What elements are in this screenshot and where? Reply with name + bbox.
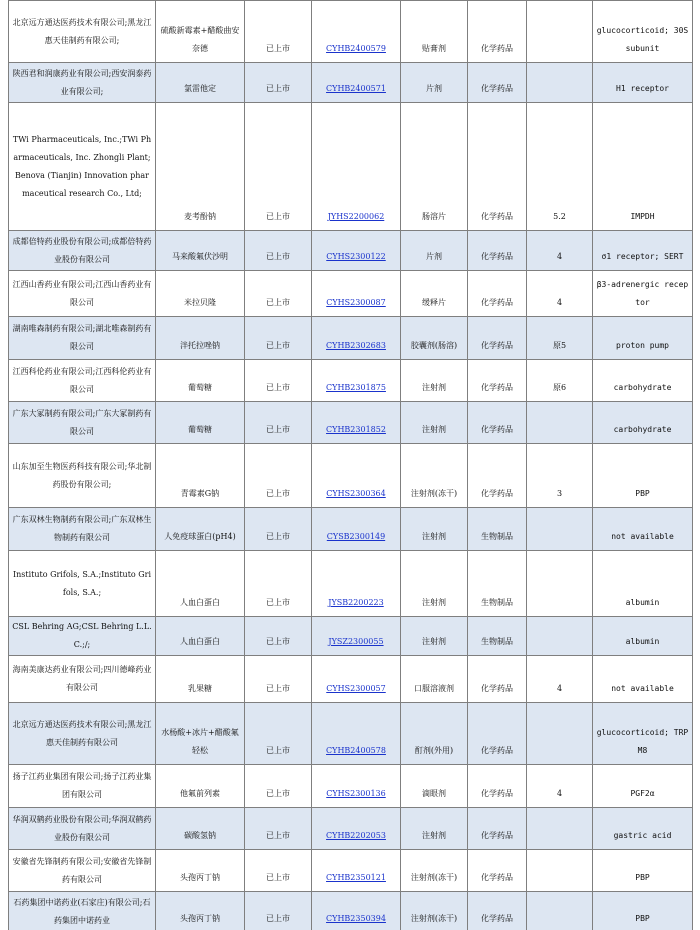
target-cell: β3-adrenergic receptor xyxy=(593,271,693,317)
registration-class-cell xyxy=(527,63,593,103)
dosage-form-cell: 注射剂 xyxy=(401,617,468,656)
drug-name-cell: 葡萄糖 xyxy=(156,360,245,402)
acceptance-code-link[interactable]: CYHB2400571 xyxy=(326,84,386,93)
acceptance-code-link[interactable]: CYHS2300057 xyxy=(326,684,386,693)
table-row xyxy=(9,703,693,765)
target-cell: not available xyxy=(593,508,693,551)
acceptance-code-cell xyxy=(312,1,401,63)
table-row xyxy=(9,63,693,103)
drug-name-cell: 葡萄糖 xyxy=(156,402,245,444)
status-cell: 已上市 xyxy=(245,551,312,617)
acceptance-code-link[interactable]: CYHB2301852 xyxy=(326,425,386,434)
target-cell: carbohydrate xyxy=(593,360,693,402)
drug-name-cell: 人血白蛋白 xyxy=(156,551,245,617)
target-cell: albumin xyxy=(593,551,693,617)
drug-name-cell: 头孢丙丁钠 xyxy=(156,892,245,930)
acceptance-code-cell xyxy=(312,850,401,892)
drug-approval-table xyxy=(8,0,693,930)
status-cell: 已上市 xyxy=(245,808,312,850)
table-row xyxy=(9,271,693,317)
category-cell: 化学药品 xyxy=(468,317,527,360)
dosage-form-cell: 贴膏剂 xyxy=(401,1,468,63)
registration-class-cell xyxy=(527,1,593,63)
acceptance-code-cell xyxy=(312,402,401,444)
registration-class-cell xyxy=(527,892,593,930)
acceptance-code-link[interactable]: CYHS2300364 xyxy=(326,489,386,498)
acceptance-code-link[interactable]: CYHB2350121 xyxy=(326,873,386,882)
acceptance-code-link[interactable]: CYHB2202053 xyxy=(326,831,386,840)
table-row xyxy=(9,617,693,656)
table-row xyxy=(9,850,693,892)
company-cell: TWi Pharmaceuticals, Inc.;TWi Pharmaceuticals, Inc. Zhongli Plant;Benova (Tianjin) Innovation pharmaceutical research Co., Ltd; xyxy=(9,103,156,231)
dosage-form-cell: 口服溶液剂 xyxy=(401,656,468,703)
status-cell: 已上市 xyxy=(245,103,312,231)
dosage-form-cell: 滴眼剂 xyxy=(401,765,468,808)
registration-class-cell: 原5 xyxy=(527,317,593,360)
company-cell: 北京远方通达医药技术有限公司;黑龙江惠天佳制药有限公司 xyxy=(9,703,156,765)
company-cell: 华润双鹤药业股份有限公司;华润双鹤药业股份有限公司 xyxy=(9,808,156,850)
target-cell: PBP xyxy=(593,892,693,930)
acceptance-code-link[interactable]: CYHS2300136 xyxy=(326,789,386,798)
company-cell: Instituto Grifols, S.A.;Instituto Grifols, S.A.; xyxy=(9,551,156,617)
status-cell: 已上市 xyxy=(245,765,312,808)
drug-name-cell: 人免疫球蛋白(pH4) xyxy=(156,508,245,551)
category-cell: 化学药品 xyxy=(468,656,527,703)
company-cell: 北京远方通达医药技术有限公司;黑龙江惠天佳制药有限公司; xyxy=(9,1,156,63)
target-cell: PGF2α xyxy=(593,765,693,808)
company-cell: 成都倍特药业股份有限公司;成都倍特药业股份有限公司 xyxy=(9,231,156,271)
dosage-form-cell: 注射剂(冻干) xyxy=(401,892,468,930)
drug-name-cell: 米拉贝隆 xyxy=(156,271,245,317)
dosage-form-cell: 注射剂(冻干) xyxy=(401,850,468,892)
company-cell: 广东大冢制药有限公司;广东大冢制药有限公司 xyxy=(9,402,156,444)
status-cell: 已上市 xyxy=(245,850,312,892)
target-cell: σ1 receptor; SERT xyxy=(593,231,693,271)
category-cell: 化学药品 xyxy=(468,402,527,444)
status-cell: 已上市 xyxy=(245,63,312,103)
table-row xyxy=(9,231,693,271)
dosage-form-cell: 片剂 xyxy=(401,63,468,103)
registration-class-cell: 3 xyxy=(527,444,593,508)
category-cell: 化学药品 xyxy=(468,765,527,808)
category-cell: 化学药品 xyxy=(468,850,527,892)
company-cell: 江西科伦药业有限公司;江西科伦药业有限公司 xyxy=(9,360,156,402)
acceptance-code-cell xyxy=(312,231,401,271)
acceptance-code-link[interactable]: JYSB2200223 xyxy=(328,598,384,607)
company-cell: CSL Behring AG;CSL Behring L.L.C.;/; xyxy=(9,617,156,656)
registration-class-cell: 4 xyxy=(527,231,593,271)
target-cell: proton pump xyxy=(593,317,693,360)
dosage-form-cell: 注射剂 xyxy=(401,402,468,444)
dosage-form-cell: 注射剂 xyxy=(401,808,468,850)
acceptance-code-cell xyxy=(312,508,401,551)
acceptance-code-link[interactable]: CYHB2302683 xyxy=(326,341,386,350)
status-cell: 已上市 xyxy=(245,1,312,63)
acceptance-code-cell xyxy=(312,103,401,231)
table-row xyxy=(9,892,693,930)
status-cell: 已上市 xyxy=(245,892,312,930)
acceptance-code-cell xyxy=(312,360,401,402)
status-cell: 已上市 xyxy=(245,656,312,703)
status-cell: 已上市 xyxy=(245,508,312,551)
target-cell: H1 receptor xyxy=(593,63,693,103)
category-cell: 化学药品 xyxy=(468,808,527,850)
category-cell: 生物制品 xyxy=(468,551,527,617)
acceptance-code-cell xyxy=(312,703,401,765)
drug-name-cell: 头孢丙丁钠 xyxy=(156,850,245,892)
table-row xyxy=(9,103,693,231)
status-cell: 已上市 xyxy=(245,360,312,402)
acceptance-code-cell xyxy=(312,444,401,508)
company-cell: 广东双林生物制药有限公司;广东双林生物制药有限公司 xyxy=(9,508,156,551)
company-cell: 海南美康达药业有限公司;四川德峰药业有限公司 xyxy=(9,656,156,703)
company-cell: 石药集团中诺药业(石家庄)有限公司;石药集团中诺药业 xyxy=(9,892,156,930)
target-cell: not available xyxy=(593,656,693,703)
status-cell: 已上市 xyxy=(245,703,312,765)
registration-class-cell: 4 xyxy=(527,656,593,703)
dosage-form-cell: 注射剂(冻干) xyxy=(401,444,468,508)
registration-class-cell xyxy=(527,850,593,892)
table-row xyxy=(9,808,693,850)
drug-name-cell: 水杨酸+冰片+醋酸氟轻松 xyxy=(156,703,245,765)
status-cell: 已上市 xyxy=(245,402,312,444)
registration-class-cell xyxy=(527,551,593,617)
acceptance-code-cell xyxy=(312,892,401,930)
dosage-form-cell: 注射剂 xyxy=(401,360,468,402)
registration-class-cell: 4 xyxy=(527,765,593,808)
acceptance-code-link[interactable]: JYHS2200062 xyxy=(327,212,385,221)
category-cell: 化学药品 xyxy=(468,892,527,930)
table-row xyxy=(9,402,693,444)
acceptance-code-cell xyxy=(312,63,401,103)
acceptance-code-cell xyxy=(312,551,401,617)
acceptance-code-link[interactable]: CYHB2400579 xyxy=(326,44,386,53)
registration-class-cell xyxy=(527,808,593,850)
acceptance-code-link[interactable]: CYHS2300122 xyxy=(326,252,386,261)
status-cell: 已上市 xyxy=(245,231,312,271)
status-cell: 已上市 xyxy=(245,271,312,317)
registration-class-cell: 原6 xyxy=(527,360,593,402)
category-cell: 化学药品 xyxy=(468,63,527,103)
company-cell: 山东加至生物医药科技有限公司;华北制药股份有限公司; xyxy=(9,444,156,508)
drug-name-cell: 人血白蛋白 xyxy=(156,617,245,656)
company-cell: 安徽省先锋制药有限公司;安徽省先锋制药有限公司 xyxy=(9,850,156,892)
category-cell: 化学药品 xyxy=(468,703,527,765)
category-cell: 化学药品 xyxy=(468,231,527,271)
table-row xyxy=(9,360,693,402)
acceptance-code-cell xyxy=(312,656,401,703)
target-cell: PBP xyxy=(593,850,693,892)
dosage-form-cell: 缓释片 xyxy=(401,271,468,317)
category-cell: 生物制品 xyxy=(468,617,527,656)
target-cell: IMPDH xyxy=(593,103,693,231)
table-row xyxy=(9,444,693,508)
target-cell: gastric acid xyxy=(593,808,693,850)
drug-name-cell: 他氟前列素 xyxy=(156,765,245,808)
dosage-form-cell: 注射剂 xyxy=(401,508,468,551)
acceptance-code-cell xyxy=(312,808,401,850)
table-body xyxy=(9,1,693,930)
drug-name-cell: 青霉素G钠 xyxy=(156,444,245,508)
registration-class-cell: 4 xyxy=(527,271,593,317)
drug-name-cell: 麦考酚钠 xyxy=(156,103,245,231)
category-cell: 化学药品 xyxy=(468,444,527,508)
target-cell: glucocorticoid; TRPM8 xyxy=(593,703,693,765)
drug-name-cell: 氯雷他定 xyxy=(156,63,245,103)
category-cell: 化学药品 xyxy=(468,271,527,317)
category-cell: 生物制品 xyxy=(468,508,527,551)
drug-name-cell: 乳果糖 xyxy=(156,656,245,703)
status-cell: 已上市 xyxy=(245,617,312,656)
table-row xyxy=(9,551,693,617)
table-row xyxy=(9,508,693,551)
dosage-form-cell: 片剂 xyxy=(401,231,468,271)
drug-name-cell: 马来酸氟伏沙明 xyxy=(156,231,245,271)
category-cell: 化学药品 xyxy=(468,103,527,231)
acceptance-code-cell xyxy=(312,765,401,808)
dosage-form-cell: 注射剂 xyxy=(401,551,468,617)
acceptance-code-link[interactable]: CYHB2400578 xyxy=(326,746,386,755)
company-cell: 扬子江药业集团有限公司;扬子江药业集团有限公司 xyxy=(9,765,156,808)
dosage-form-cell: 肠溶片 xyxy=(401,103,468,231)
registration-class-cell xyxy=(527,617,593,656)
category-cell: 化学药品 xyxy=(468,1,527,63)
table-row xyxy=(9,656,693,703)
table-row xyxy=(9,765,693,808)
status-cell: 已上市 xyxy=(245,444,312,508)
acceptance-code-cell xyxy=(312,271,401,317)
company-cell: 江西山香药业有限公司;江西山香药业有限公司 xyxy=(9,271,156,317)
drug-name-cell: 碳酸氢钠 xyxy=(156,808,245,850)
acceptance-code-cell xyxy=(312,617,401,656)
dosage-form-cell: 酊剂(外用) xyxy=(401,703,468,765)
target-cell: carbohydrate xyxy=(593,402,693,444)
target-cell: albumin xyxy=(593,617,693,656)
drug-name-cell: 泮托拉唑钠 xyxy=(156,317,245,360)
company-cell: 湖南唯森制药有限公司;湖北唯森制药有限公司 xyxy=(9,317,156,360)
table-row xyxy=(9,317,693,360)
acceptance-code-link[interactable]: CYHB2350394 xyxy=(326,914,386,923)
registration-class-cell xyxy=(527,508,593,551)
registration-class-cell: 5.2 xyxy=(527,103,593,231)
acceptance-code-link[interactable]: CYHB2301875 xyxy=(326,383,386,392)
acceptance-code-link[interactable]: CYSB2300149 xyxy=(326,532,386,541)
acceptance-code-link[interactable]: JYSZ2300055 xyxy=(328,637,384,646)
company-cell: 陕西君和润康药业有限公司;西安润泰药业有限公司; xyxy=(9,63,156,103)
target-cell: PBP xyxy=(593,444,693,508)
target-cell: glucocorticoid; 30S subunit xyxy=(593,1,693,63)
drug-name-cell: 硫酸新霉素+醋酸曲安奈德 xyxy=(156,1,245,63)
dosage-form-cell: 胶囊剂(肠溶) xyxy=(401,317,468,360)
registration-class-cell xyxy=(527,703,593,765)
acceptance-code-cell xyxy=(312,317,401,360)
category-cell: 化学药品 xyxy=(468,360,527,402)
status-cell: 已上市 xyxy=(245,317,312,360)
table-row xyxy=(9,1,693,63)
registration-class-cell xyxy=(527,402,593,444)
acceptance-code-link[interactable]: CYHS2300087 xyxy=(326,298,386,307)
